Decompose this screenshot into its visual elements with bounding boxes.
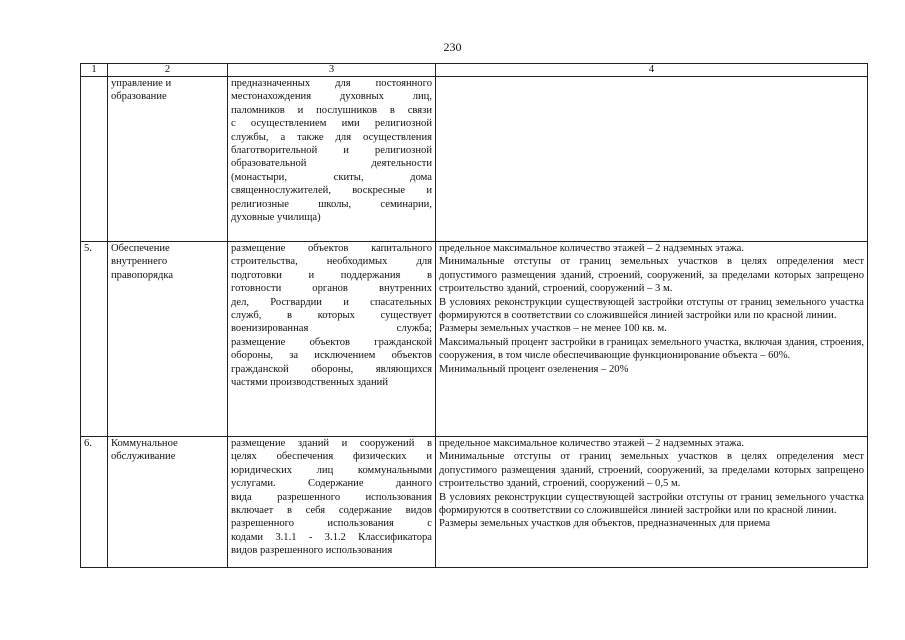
parameter-paragraph: В условиях реконструкции существующей застройки отступы от границ земельного участка формируются в соответствии со сложившейся линией застройки или по красной линии.	[439, 296, 864, 322]
parameter-paragraph: Размеры земельных участков – не менее 100 кв. м.	[439, 323, 667, 335]
cell-text-line: духовные училища)	[231, 212, 321, 224]
page-number: 230	[443, 40, 462, 54]
cell-text-line: священнослужителей, воскресные и	[231, 185, 432, 197]
cell-text-line: кодами 3.1.1 - 3.1.2 Классификатора	[231, 531, 432, 543]
parameter-paragraph: В условиях реконструкции существующей застройки отступы от границ земельного участка формируются в соответствии со сложившейся линией застройки или по красной линии.	[439, 491, 864, 517]
cell-text-line: вида разрешенного использования	[231, 491, 432, 503]
column-header-number: 1	[81, 64, 108, 77]
cell-text-line: видов разрешенного использования	[231, 545, 393, 557]
cell-text-line: военизированная служба;	[231, 323, 432, 335]
cell-text-line: частями производственных зданий	[231, 377, 389, 389]
table-row	[81, 437, 868, 568]
cell-text-line: (монастыри, скиты, дома	[231, 171, 432, 183]
column-header-parameters: 4	[436, 64, 868, 77]
cell-text-line: подготовки и поддержания в	[231, 269, 432, 281]
parameter-paragraph: предельное максимальное количество этажей – 2 надземных этажа.	[439, 243, 744, 254]
cell-text-line: управление и	[111, 78, 172, 89]
parameter-paragraph: Размеры земельных участков для объектов, предназначенных для приема	[439, 518, 771, 530]
cell-text-line: местонахождения духовных лиц,	[231, 91, 432, 103]
cell-text-line: строительства, необходимых для	[231, 256, 432, 268]
cell-text-line: благотворительной и религиозной	[231, 145, 432, 157]
column-header-description: 3	[228, 64, 436, 77]
cell-text-line: обслуживание	[111, 451, 176, 463]
table-row	[81, 77, 868, 242]
use-type-name	[108, 242, 228, 437]
cell-text-line: разрешенного использования с	[231, 518, 432, 530]
parameter-paragraph: Минимальные отступы от границ земельных участков в целях определения мест допустимого размещения зданий, строений, сооружений, за пределами которых запрещено строительство зданий, строений, сооружений – 3 м.	[439, 256, 864, 295]
table-header-row	[81, 64, 868, 77]
cell-text-line: внутреннего	[111, 256, 168, 268]
cell-text-line: религиозные школы, семинарии,	[231, 198, 432, 210]
cell-text-line: размещение зданий и сооружений в	[231, 438, 432, 449]
cell-text-line: услугами. Содержание данного	[231, 478, 432, 490]
cell-text-line: гражданской обороны, являющихся	[231, 363, 432, 375]
use-type-name	[108, 437, 228, 568]
row-number: 5.	[81, 242, 108, 437]
cell-text-line: правопорядка	[111, 269, 174, 281]
cell-text-line: размещение объектов капитального	[231, 243, 432, 254]
use-type-description	[228, 242, 436, 437]
use-type-parameters	[436, 242, 868, 437]
cell-text-line: образование	[111, 91, 167, 103]
use-type-description	[228, 77, 436, 242]
column-header-name: 2	[108, 64, 228, 77]
cell-text-line: службы, а также для осуществления	[231, 131, 432, 143]
use-type-parameters	[436, 77, 868, 242]
cell-text-line: паломников и послушников в связи	[231, 104, 432, 116]
cell-text-line: служб, в которых существует	[231, 310, 432, 322]
cell-text-line: целях обеспечения физических и	[231, 451, 432, 463]
use-type-name	[108, 77, 228, 242]
use-type-description	[228, 437, 436, 568]
cell-text-line: дел, Росгвардии и спасательных	[231, 296, 432, 308]
cell-text-line: обороны, за исключением объектов	[231, 350, 432, 362]
cell-text-line: готовности органов внутренних	[231, 283, 432, 295]
cell-text-line: предназначенных для постоянного	[231, 78, 432, 89]
parameter-paragraph: предельное максимальное количество этажей – 2 надземных этажа.	[439, 438, 744, 449]
cell-text-line: образовательной деятельности	[231, 158, 432, 170]
cell-text-line: с осуществлением ими религиозной	[231, 118, 432, 130]
use-type-parameters	[436, 437, 868, 568]
row-number: 6.	[81, 437, 108, 568]
parameter-paragraph: Минимальные отступы от границ земельных участков в целях определения мест допустимого размещения зданий, строений, сооружений, за пределами которых запрещено строительство зданий, строений, сооружений – 0,5 м.	[439, 451, 864, 490]
cell-text-line: включает в себя содержание видов	[231, 505, 432, 517]
table-row	[81, 242, 868, 437]
row-number	[81, 77, 108, 242]
cell-text-line: Коммунальное	[111, 438, 178, 449]
cell-text-line: юридических лиц коммунальными	[231, 464, 432, 476]
parameter-paragraph: Максимальный процент застройки в границах земельного участка, включая здания, строения, сооружения, в том числе обеспечивающие функционирование объекта – 60%.	[439, 336, 864, 362]
parameter-paragraph: Минимальный процент озеленения – 20%	[439, 363, 629, 375]
cell-text-line: Обеспечение	[111, 243, 170, 254]
cell-text-line: размещение объектов гражданской	[231, 336, 432, 348]
land-use-table	[80, 63, 868, 568]
